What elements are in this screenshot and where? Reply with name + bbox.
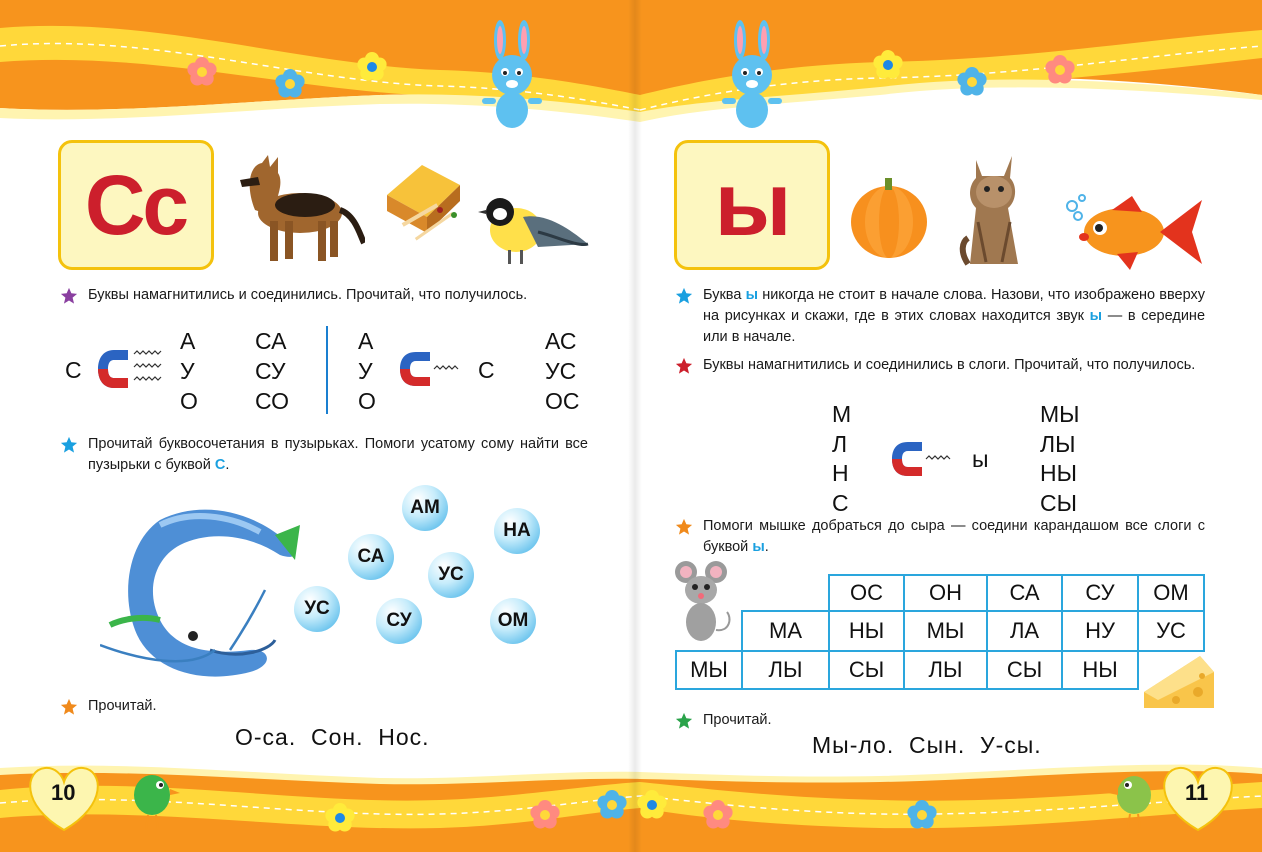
task-text: никогда не стоит в начале слова. Назови, что изображено вверху на рисунках и скажи, где в этих словах находится звук xyxy=(703,287,1206,324)
consonant: М xyxy=(832,401,852,427)
task-read-instruction xyxy=(703,710,903,731)
task-bubbles-instruction xyxy=(88,434,588,476)
task-text-end: . xyxy=(225,457,230,473)
consonant-column xyxy=(832,400,851,518)
maze-cell[interactable]: МА xyxy=(741,610,830,652)
task-text: Прочитай. xyxy=(703,712,772,728)
task-magnet-instruction xyxy=(703,355,1205,376)
maze-cell[interactable]: МЫ xyxy=(903,610,988,652)
star-icon xyxy=(675,357,693,375)
vowel: О xyxy=(358,388,376,414)
maze-cell[interactable]: УС xyxy=(1137,610,1205,652)
task-text: Прочитай. xyxy=(88,698,157,714)
syllable: СУ xyxy=(255,358,286,384)
star-icon xyxy=(60,698,78,716)
task-text: — в середине или в начале. xyxy=(703,308,1206,345)
matchbox-illustration xyxy=(382,155,464,247)
star-icon xyxy=(675,287,693,305)
page-number: 10 xyxy=(51,780,76,805)
vowel: А xyxy=(358,328,374,354)
syllable: ОС xyxy=(545,388,580,414)
maze-cell[interactable]: ОМ xyxy=(1137,574,1205,612)
syllable-bubble[interactable]: УС xyxy=(294,586,340,632)
task-read-instruction xyxy=(88,696,288,717)
dog-illustration xyxy=(230,155,365,267)
syllable-bubble[interactable]: ОМ xyxy=(490,598,536,644)
syllable: СЫ xyxy=(1040,489,1077,516)
magnet-icon xyxy=(890,440,954,478)
syllable-bubble[interactable]: СУ xyxy=(376,598,422,644)
catfish-illustration xyxy=(100,500,305,680)
task-text: Буквы намагнитились и соединились. Прочитай, что получилось. xyxy=(88,287,528,303)
maze-cell[interactable]: ОН xyxy=(903,574,988,612)
syllable-bubble[interactable]: УС xyxy=(428,552,474,598)
star-icon xyxy=(675,712,693,730)
vowel-column xyxy=(358,326,376,416)
page-number: 11 xyxy=(1185,780,1209,805)
maze-cell[interactable]: НЫ xyxy=(1061,650,1139,690)
highlight-letter: ы xyxy=(752,539,765,555)
task-text-end: . xyxy=(764,539,769,555)
maze-cell[interactable]: ОС xyxy=(828,574,905,612)
letter-text: ы xyxy=(714,154,790,255)
magnet-icon xyxy=(96,348,168,390)
reading-line: Мы-ло. Сын. У-сы. xyxy=(812,732,1042,758)
maze-cell[interactable]: СА xyxy=(986,574,1063,612)
maze-cell[interactable]: ЛЫ xyxy=(903,650,988,690)
maze-cell[interactable]: ЛА xyxy=(986,610,1063,652)
letter-card xyxy=(58,140,214,270)
letter-text: Сс xyxy=(84,157,188,252)
syllable: АС xyxy=(545,328,577,354)
syllable-bubble[interactable]: АМ xyxy=(402,485,448,531)
maze-cell[interactable]: СЫ xyxy=(828,650,905,690)
task-text: Буквы намагнитились и соединились в слоги. Прочитай, что получилось. xyxy=(703,357,1196,373)
magnet-icon xyxy=(398,350,462,388)
syllable: СА xyxy=(255,328,287,354)
letter-card xyxy=(674,140,830,270)
task-text: Буква xyxy=(703,287,742,303)
task-sound-instruction xyxy=(703,285,1205,348)
syllable: СО xyxy=(255,388,289,414)
cheese-illustration xyxy=(1140,652,1218,714)
vowel: У xyxy=(180,358,195,384)
syllable: УС xyxy=(545,358,577,384)
pumpkin-illustration xyxy=(848,172,930,262)
maze-cell[interactable]: ЛЫ xyxy=(741,650,830,690)
consonant-letter: С xyxy=(478,357,496,383)
maze-cell[interactable]: СЫ xyxy=(986,650,1063,690)
goldfish-illustration xyxy=(1062,192,1207,272)
star-icon xyxy=(675,518,693,536)
highlight-letter: С xyxy=(214,457,226,473)
titmouse-illustration xyxy=(478,192,590,268)
consonant: Н xyxy=(832,460,849,486)
syllable-bubble[interactable]: НА xyxy=(494,508,540,554)
syllable-column xyxy=(545,326,580,416)
mouse-illustration xyxy=(672,560,734,644)
highlight-letter: ы xyxy=(1089,308,1103,324)
syllable-bubble[interactable]: СА xyxy=(348,534,394,580)
maze-cell[interactable]: МЫ xyxy=(675,650,743,690)
vowel: У xyxy=(358,358,373,384)
divider-line xyxy=(326,326,328,414)
consonant-letter: С xyxy=(65,357,83,383)
reading-line: О-са. Сон. Нос. xyxy=(235,724,430,750)
lynx-illustration xyxy=(958,152,1030,270)
syllable: ЛЫ xyxy=(1040,430,1076,457)
star-icon xyxy=(60,436,78,454)
maze-cell[interactable]: НЫ xyxy=(828,610,905,652)
maze-cell[interactable]: СУ xyxy=(1061,574,1139,612)
task-magnet-instruction xyxy=(88,285,588,306)
task-text: Прочитай буквосочетания в пузырьках. Помоги усатому сому найти все пузырьки с буквой xyxy=(88,436,588,473)
syllable-column xyxy=(255,326,289,416)
consonant: Л xyxy=(832,430,848,457)
star-icon xyxy=(60,287,78,305)
syllable: МЫ xyxy=(1040,401,1080,427)
syllable-column xyxy=(1040,400,1080,518)
task-text: Помоги мышке добраться до сыра — соедини карандашом все слоги с буквой xyxy=(703,518,1205,555)
vowel: А xyxy=(180,328,196,354)
vowel-letter: ы xyxy=(972,446,990,472)
task-maze-instruction xyxy=(703,516,1205,558)
maze-cell[interactable]: НУ xyxy=(1061,610,1139,652)
highlight-letter: ы xyxy=(745,287,758,303)
vowel-column xyxy=(180,326,198,416)
vowel: О xyxy=(180,388,198,414)
syllable: НЫ xyxy=(1040,460,1077,486)
consonant: С xyxy=(832,489,849,516)
